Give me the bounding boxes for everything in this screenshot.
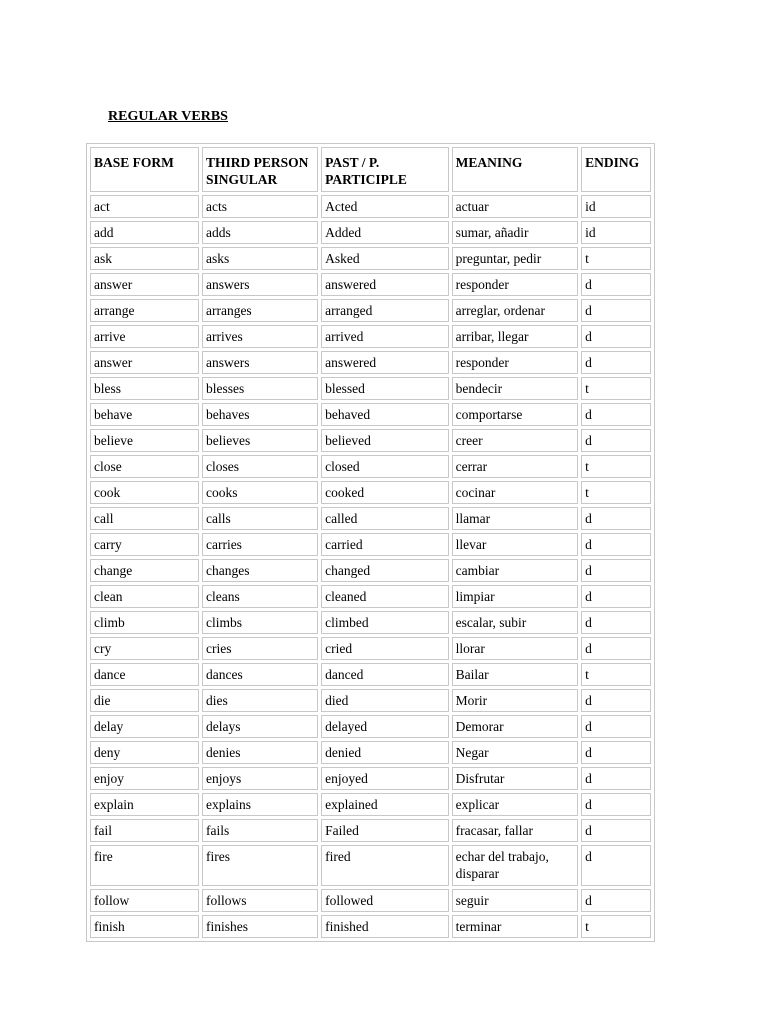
cell-ending: d bbox=[581, 611, 651, 634]
page-title: REGULAR VERBS bbox=[108, 109, 228, 124]
cell-ending: d bbox=[581, 429, 651, 452]
cell-base-form: bless bbox=[90, 377, 199, 400]
cell-third-person: adds bbox=[202, 221, 318, 244]
table-row bbox=[90, 663, 651, 686]
cell-past-participle: arranged bbox=[321, 299, 448, 322]
cell-base-form: fail bbox=[90, 819, 199, 842]
cell-past-participle: answered bbox=[321, 273, 448, 296]
cell-meaning: terminar bbox=[452, 915, 578, 938]
cell-base-form: carry bbox=[90, 533, 199, 556]
cell-meaning: creer bbox=[452, 429, 578, 452]
cell-ending: t bbox=[581, 377, 651, 400]
cell-past-participle: believed bbox=[321, 429, 448, 452]
cell-base-form: add bbox=[90, 221, 199, 244]
cell-meaning: arreglar, ordenar bbox=[452, 299, 578, 322]
cell-past-participle: blessed bbox=[321, 377, 448, 400]
cell-meaning: arribar, llegar bbox=[452, 325, 578, 348]
cell-base-form: dance bbox=[90, 663, 199, 686]
cell-third-person: answers bbox=[202, 351, 318, 374]
cell-ending: d bbox=[581, 299, 651, 322]
cell-third-person: closes bbox=[202, 455, 318, 478]
cell-meaning: echar del trabajo, disparar bbox=[452, 845, 578, 886]
header-past-participle: PAST / P. PARTICIPLE bbox=[321, 147, 448, 192]
cell-base-form: change bbox=[90, 559, 199, 582]
cell-third-person: enjoys bbox=[202, 767, 318, 790]
cell-meaning: llorar bbox=[452, 637, 578, 660]
cell-third-person: fails bbox=[202, 819, 318, 842]
cell-past-participle: finished bbox=[321, 915, 448, 938]
cell-meaning: Bailar bbox=[452, 663, 578, 686]
table-row bbox=[90, 351, 651, 374]
cell-meaning: explicar bbox=[452, 793, 578, 816]
cell-ending: d bbox=[581, 273, 651, 296]
cell-meaning: Negar bbox=[452, 741, 578, 764]
cell-ending: d bbox=[581, 585, 651, 608]
cell-past-participle: denied bbox=[321, 741, 448, 764]
cell-past-participle: Added bbox=[321, 221, 448, 244]
header-ending: ENDING bbox=[581, 147, 651, 192]
cell-third-person: blesses bbox=[202, 377, 318, 400]
table-row bbox=[90, 741, 651, 764]
cell-past-participle: arrived bbox=[321, 325, 448, 348]
cell-third-person: asks bbox=[202, 247, 318, 270]
cell-past-participle: changed bbox=[321, 559, 448, 582]
table-row bbox=[90, 845, 651, 886]
table-row bbox=[90, 377, 651, 400]
table-row bbox=[90, 611, 651, 634]
cell-past-participle: Failed bbox=[321, 819, 448, 842]
cell-base-form: believe bbox=[90, 429, 199, 452]
cell-meaning: actuar bbox=[452, 195, 578, 218]
header-third-person: THIRD PERSON SINGULAR bbox=[202, 147, 318, 192]
cell-ending: d bbox=[581, 351, 651, 374]
cell-ending: d bbox=[581, 325, 651, 348]
header-base-form: BASE FORM bbox=[90, 147, 199, 192]
cell-past-participle: enjoyed bbox=[321, 767, 448, 790]
table-row bbox=[90, 273, 651, 296]
table-row bbox=[90, 689, 651, 712]
cell-past-participle: climbed bbox=[321, 611, 448, 634]
cell-meaning: Demorar bbox=[452, 715, 578, 738]
cell-base-form: clean bbox=[90, 585, 199, 608]
table-row bbox=[90, 429, 651, 452]
table-row bbox=[90, 507, 651, 530]
cell-third-person: cleans bbox=[202, 585, 318, 608]
cell-meaning: Disfrutar bbox=[452, 767, 578, 790]
verbs-table bbox=[86, 143, 655, 942]
cell-third-person: acts bbox=[202, 195, 318, 218]
cell-past-participle: died bbox=[321, 689, 448, 712]
table-row bbox=[90, 915, 651, 938]
cell-meaning: cambiar bbox=[452, 559, 578, 582]
cell-ending: d bbox=[581, 559, 651, 582]
cell-ending: t bbox=[581, 455, 651, 478]
cell-past-participle: carried bbox=[321, 533, 448, 556]
cell-meaning: seguir bbox=[452, 889, 578, 912]
cell-meaning: comportarse bbox=[452, 403, 578, 426]
table-row bbox=[90, 533, 651, 556]
cell-past-participle: delayed bbox=[321, 715, 448, 738]
cell-ending: t bbox=[581, 247, 651, 270]
cell-third-person: fires bbox=[202, 845, 318, 886]
cell-ending: d bbox=[581, 403, 651, 426]
cell-third-person: carries bbox=[202, 533, 318, 556]
cell-ending: d bbox=[581, 889, 651, 912]
cell-ending: d bbox=[581, 793, 651, 816]
cell-ending: t bbox=[581, 663, 651, 686]
table-row bbox=[90, 559, 651, 582]
cell-base-form: arrive bbox=[90, 325, 199, 348]
cell-base-form: cook bbox=[90, 481, 199, 504]
cell-base-form: follow bbox=[90, 889, 199, 912]
cell-third-person: finishes bbox=[202, 915, 318, 938]
cell-past-participle: followed bbox=[321, 889, 448, 912]
cell-ending: d bbox=[581, 819, 651, 842]
cell-third-person: cries bbox=[202, 637, 318, 660]
table-header-row bbox=[90, 147, 651, 192]
cell-past-participle: called bbox=[321, 507, 448, 530]
cell-third-person: climbs bbox=[202, 611, 318, 634]
cell-base-form: explain bbox=[90, 793, 199, 816]
cell-third-person: cooks bbox=[202, 481, 318, 504]
cell-past-participle: closed bbox=[321, 455, 448, 478]
cell-third-person: follows bbox=[202, 889, 318, 912]
cell-ending: d bbox=[581, 533, 651, 556]
cell-ending: d bbox=[581, 637, 651, 660]
table-row bbox=[90, 195, 651, 218]
cell-base-form: act bbox=[90, 195, 199, 218]
cell-meaning: responder bbox=[452, 351, 578, 374]
table-row bbox=[90, 325, 651, 348]
cell-base-form: enjoy bbox=[90, 767, 199, 790]
cell-past-participle: fired bbox=[321, 845, 448, 886]
table-row bbox=[90, 767, 651, 790]
cell-meaning: llevar bbox=[452, 533, 578, 556]
table-row bbox=[90, 299, 651, 322]
table-row bbox=[90, 221, 651, 244]
cell-third-person: denies bbox=[202, 741, 318, 764]
cell-past-participle: cleaned bbox=[321, 585, 448, 608]
cell-third-person: explains bbox=[202, 793, 318, 816]
cell-past-participle: danced bbox=[321, 663, 448, 686]
cell-base-form: behave bbox=[90, 403, 199, 426]
cell-ending: d bbox=[581, 689, 651, 712]
cell-ending: id bbox=[581, 221, 651, 244]
cell-past-participle: Asked bbox=[321, 247, 448, 270]
cell-meaning: Morir bbox=[452, 689, 578, 712]
cell-base-form: arrange bbox=[90, 299, 199, 322]
table-row bbox=[90, 585, 651, 608]
table-row bbox=[90, 715, 651, 738]
cell-base-form: cry bbox=[90, 637, 199, 660]
cell-third-person: delays bbox=[202, 715, 318, 738]
table-row bbox=[90, 889, 651, 912]
table-row bbox=[90, 793, 651, 816]
cell-past-participle: behaved bbox=[321, 403, 448, 426]
cell-third-person: arrives bbox=[202, 325, 318, 348]
cell-meaning: llamar bbox=[452, 507, 578, 530]
table-row bbox=[90, 481, 651, 504]
table-row bbox=[90, 819, 651, 842]
cell-base-form: die bbox=[90, 689, 199, 712]
cell-base-form: deny bbox=[90, 741, 199, 764]
table-row bbox=[90, 637, 651, 660]
cell-ending: d bbox=[581, 715, 651, 738]
cell-past-participle: explained bbox=[321, 793, 448, 816]
cell-third-person: calls bbox=[202, 507, 318, 530]
cell-past-participle: answered bbox=[321, 351, 448, 374]
cell-meaning: cocinar bbox=[452, 481, 578, 504]
cell-ending: t bbox=[581, 481, 651, 504]
cell-base-form: call bbox=[90, 507, 199, 530]
table-row bbox=[90, 455, 651, 478]
cell-base-form: fire bbox=[90, 845, 199, 886]
cell-third-person: answers bbox=[202, 273, 318, 296]
cell-ending: id bbox=[581, 195, 651, 218]
cell-base-form: climb bbox=[90, 611, 199, 634]
cell-ending: d bbox=[581, 741, 651, 764]
cell-ending: d bbox=[581, 845, 651, 886]
cell-meaning: bendecir bbox=[452, 377, 578, 400]
cell-past-participle: Acted bbox=[321, 195, 448, 218]
cell-base-form: close bbox=[90, 455, 199, 478]
cell-third-person: dies bbox=[202, 689, 318, 712]
cell-base-form: delay bbox=[90, 715, 199, 738]
cell-meaning: fracasar, fallar bbox=[452, 819, 578, 842]
cell-base-form: finish bbox=[90, 915, 199, 938]
cell-ending: t bbox=[581, 915, 651, 938]
cell-third-person: behaves bbox=[202, 403, 318, 426]
cell-meaning: escalar, subir bbox=[452, 611, 578, 634]
header-meaning: MEANING bbox=[452, 147, 578, 192]
cell-third-person: changes bbox=[202, 559, 318, 582]
cell-meaning: preguntar, pedir bbox=[452, 247, 578, 270]
cell-third-person: believes bbox=[202, 429, 318, 452]
cell-meaning: sumar, añadir bbox=[452, 221, 578, 244]
cell-third-person: dances bbox=[202, 663, 318, 686]
cell-third-person: arranges bbox=[202, 299, 318, 322]
cell-meaning: cerrar bbox=[452, 455, 578, 478]
cell-base-form: ask bbox=[90, 247, 199, 270]
cell-ending: d bbox=[581, 767, 651, 790]
cell-ending: d bbox=[581, 507, 651, 530]
table-row bbox=[90, 403, 651, 426]
table-row bbox=[90, 247, 651, 270]
cell-meaning: limpiar bbox=[452, 585, 578, 608]
cell-base-form: answer bbox=[90, 351, 199, 374]
cell-past-participle: cooked bbox=[321, 481, 448, 504]
cell-past-participle: cried bbox=[321, 637, 448, 660]
cell-base-form: answer bbox=[90, 273, 199, 296]
cell-meaning: responder bbox=[452, 273, 578, 296]
